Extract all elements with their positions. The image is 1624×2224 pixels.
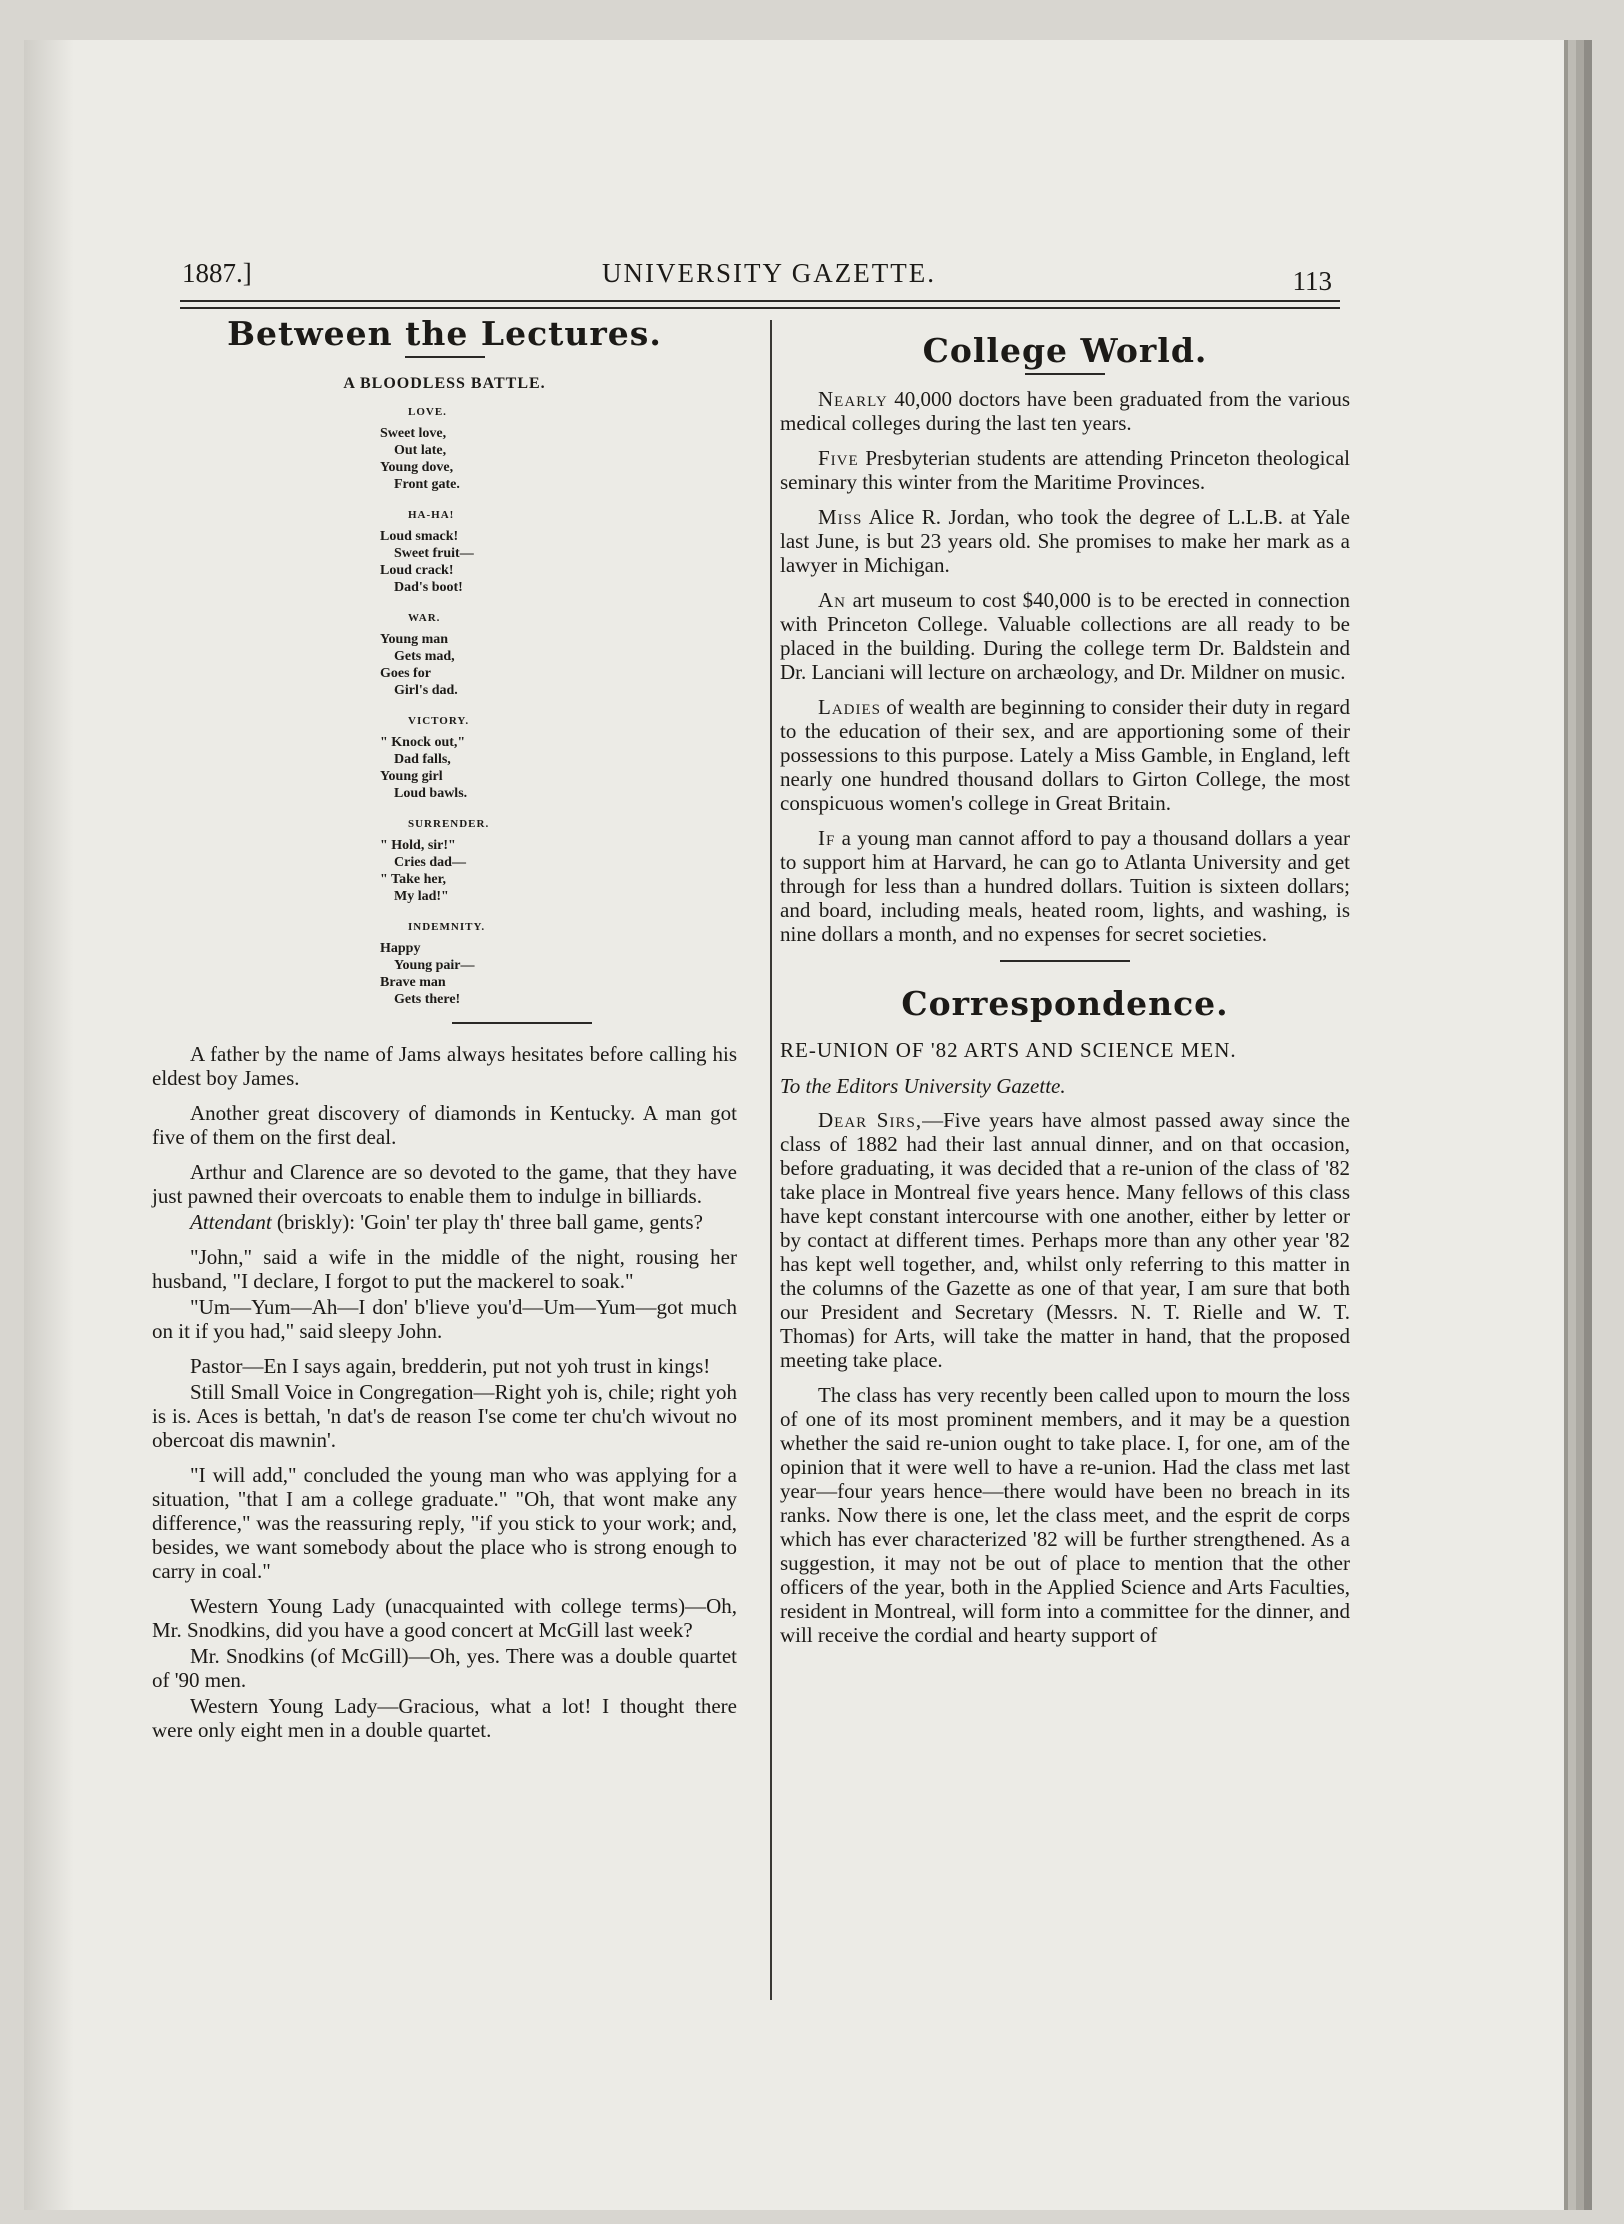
letter-lead: Dear Sirs, bbox=[818, 1108, 923, 1132]
letter-paragraph: The class has very recently been called upon to mourn the loss of one of its most prominent members, and it may be a question whether the said re-union ought to take place. I, for one, am of the opinion that it were well to have a re-union. Had the class met last year—four years hence—there would have been no breach in its ranks. Now there is one, let the class meet, and the esprit de corps which has ever characterized '82 will be further strengthened. As a suggestion, it may not be out of place to mention that the other officers of the year, both in the Applied Science and Arts Faculties, resident in Montreal, will form into a committee for the dinner, and will receive the cordial and hearty support of bbox=[780, 1383, 1350, 1647]
header-title: UNIVERSITY GAZETTE. bbox=[602, 258, 936, 288]
news-text: of wealth are beginning to consider their duty in regard to the education of their sex, and are apportioning some of their possessions to this purpose. Lately a Miss Gamble, in England, left nearly one hundred thousand dollars to Girton College, the most conspicuous women's college in Great Britain. bbox=[780, 695, 1350, 815]
poem-line: Dad falls, bbox=[394, 752, 451, 767]
joke-paragraph: Western Young Lady (unacquainted with college terms)—Oh, Mr. Snodkins, did you have a good concert at McGill last week? bbox=[152, 1594, 737, 1642]
attendant-label: Attendant bbox=[190, 1210, 272, 1234]
news-lead: An bbox=[818, 588, 846, 612]
joke-paragraph: "Um—Yum—Ah—I don' b'lieve you'd—Um—Yum—got much on it if you had," said sleepy John. bbox=[152, 1295, 737, 1343]
page-number: 113 bbox=[1292, 266, 1332, 296]
joke-paragraph: Mr. Snodkins (of McGill)—Oh, yes. There was a double quartet of '90 men. bbox=[152, 1644, 737, 1692]
joke-paragraph: "John," said a wife in the middle of the night, rousing her husband, "I declare, I forgot to put the mackerel to soak." bbox=[152, 1245, 737, 1293]
poem-line: Gets mad, bbox=[394, 649, 455, 664]
poem-end-rule bbox=[452, 1022, 592, 1024]
section-rule bbox=[1000, 960, 1130, 962]
header-double-rule bbox=[180, 300, 1340, 309]
joke-paragraph: A father by the name of Jams always hesitates before calling his eldest boy James. bbox=[152, 1042, 737, 1090]
poem-line: Young man bbox=[380, 632, 449, 647]
poem-title: A BLOODLESS BATTLE. bbox=[343, 375, 546, 392]
news-lead: If bbox=[818, 826, 836, 850]
page-binding-edge bbox=[24, 40, 74, 2210]
poem-line: My lad!" bbox=[394, 889, 449, 904]
poem-line: Girl's dad. bbox=[394, 683, 458, 698]
joke-paragraph: Western Young Lady—Gracious, what a lot! I thought there were only eight men in a double quartet. bbox=[152, 1694, 737, 1742]
poem-stanza bbox=[380, 404, 737, 493]
column-divider bbox=[770, 320, 772, 2000]
stanza-title: WAR. bbox=[408, 612, 441, 624]
letter-subheading: RE-UNION OF '82 ARTS AND SCIENCE MEN. bbox=[780, 1038, 1237, 1062]
news-text: Presbyterian students are attending Princeton theological seminary this winter from the Maritime Provinces. bbox=[780, 446, 1350, 494]
news-text: a young man cannot afford to pay a thousand dollars a year to support him at Harvard, he can go to Atlanta University and get through for less than a hundred dollars. Tuition is sixteen dollars; and board, including meals, heated room, lights, and washing, is nine dollars a month, and no expenses for secret societies. bbox=[780, 826, 1350, 946]
joke-paragraph: Another great discovery of diamonds in Kentucky. A man got five of them on the first deal. bbox=[152, 1101, 737, 1149]
news-item bbox=[780, 387, 1350, 435]
letter-text: —Five years have almost passed away since the class of 1882 had their last annual dinner, and on that occasion, before graduating, it was decided that a re-union of the class of '82 take place in Montreal five years hence. Many fellows of this class have kept constant intercourse with one another, either by letter or by contact at different times. Perhaps more than any other year '82 has kept well together, and, whilst only referring to this matter in the columns of the Gazette as one of that year, I am sure that both our President and Secretary (Messrs. N. T. Rielle and W. T. Thomas) for Arts, will take the matter in hand, that the proposed meeting take place. bbox=[780, 1108, 1350, 1372]
poem-line: Sweet fruit— bbox=[394, 546, 474, 561]
news-item bbox=[780, 588, 1350, 684]
news-text: Alice R. Jordan, who took the degree of L.L.B. at Yale last June, is but 23 years old. She promises to make her mark as a lawyer in Michigan. bbox=[780, 505, 1350, 577]
news-text: art museum to cost $40,000 is to be erected in connection with Princeton College. Valuable collections are all ready to be placed in the building. During the college term Dr. Baldstein and Dr. Lanciani will lecture on archæology, and Dr. Mildner on music. bbox=[780, 588, 1350, 684]
poem-line: Front gate. bbox=[394, 477, 460, 492]
news-lead: Miss bbox=[818, 505, 863, 529]
poem-line: Dad's boot! bbox=[394, 580, 463, 595]
poem-line: " Knock out," bbox=[380, 735, 466, 750]
news-lead: Five bbox=[818, 446, 859, 470]
section-heading-correspondence: Correspondence. bbox=[901, 984, 1229, 1023]
joke-paragraph bbox=[152, 1210, 737, 1234]
poem-line: Gets there! bbox=[394, 992, 461, 1007]
stanza-title: HA-HA! bbox=[408, 509, 455, 521]
poem-stanza bbox=[380, 816, 737, 905]
letter-salutation-line: To the Editors University Gazette. bbox=[780, 1074, 1066, 1098]
left-column bbox=[152, 314, 737, 1753]
news-item bbox=[780, 505, 1350, 577]
joke-paragraph: "I will add," concluded the young man who was applying for a situation, "that I am a college graduate." "Oh, that wont make any difference," was the reassuring reply, "if you stick to your work; and, besides, we want somebody about the place who is strong enough to carry in coal." bbox=[152, 1463, 737, 1583]
poem-line: Sweet love, bbox=[380, 426, 447, 441]
poem-line: Brave man bbox=[380, 975, 446, 990]
poem-line: Out late, bbox=[394, 443, 447, 458]
right-column bbox=[780, 331, 1350, 1658]
heading-rule bbox=[1025, 373, 1105, 375]
poem-line: Cries dad— bbox=[394, 855, 466, 870]
stanza-title: LOVE. bbox=[408, 406, 447, 418]
poem-line: Young pair— bbox=[394, 958, 475, 973]
attendant-text: (briskly): 'Goin' ter play th' three ball game, gents? bbox=[271, 1210, 703, 1234]
news-text: 40,000 doctors have been graduated from the various medical colleges during the last ten years. bbox=[780, 387, 1350, 435]
letter-paragraph bbox=[780, 1108, 1350, 1372]
header-year: 1887.] bbox=[182, 258, 252, 288]
section-heading-college-world: College World. bbox=[922, 331, 1208, 370]
joke-paragraph: Still Small Voice in Congregation—Right yoh is, chile; right yoh is is. Aces is bettah, 'n dat's de reason I'se come ter chu'ch wivout no obercoat dis mawnin'. bbox=[152, 1380, 737, 1452]
stanza-title: VICTORY. bbox=[408, 715, 470, 727]
news-item bbox=[780, 446, 1350, 494]
news-item bbox=[780, 826, 1350, 946]
joke-paragraph: Pastor—En I says again, bredderin, put not yoh trust in kings! bbox=[190, 1354, 711, 1378]
poem-line: Young dove, bbox=[380, 460, 454, 475]
poem-stanza bbox=[380, 610, 737, 699]
poem-line: Young girl bbox=[380, 769, 443, 784]
poem-line: Loud smack! bbox=[380, 529, 459, 544]
poem-line: " Hold, sir!" bbox=[380, 838, 456, 853]
stanza-title: SURRENDER. bbox=[408, 818, 490, 830]
news-lead: Nearly bbox=[818, 387, 888, 411]
poem-line: Loud bawls. bbox=[394, 786, 468, 801]
stanza-title: INDEMNITY. bbox=[408, 921, 486, 933]
section-heading-between-lectures: Between the Lectures. bbox=[227, 314, 662, 353]
poem-stanza bbox=[380, 919, 737, 1008]
news-item bbox=[780, 695, 1350, 815]
news-lead: Ladies bbox=[818, 695, 881, 719]
running-header bbox=[182, 258, 1332, 298]
poem-line: Goes for bbox=[380, 666, 431, 681]
poem-line: Loud crack! bbox=[380, 563, 454, 578]
poem-stanza bbox=[380, 507, 737, 596]
joke-paragraph: Arthur and Clarence are so devoted to the game, that they have just pawned their overcoats to enable them to indulge in billiards. bbox=[152, 1160, 737, 1208]
heading-rule bbox=[405, 356, 485, 358]
poem-line: Happy bbox=[380, 941, 421, 956]
poem-stanza bbox=[380, 713, 737, 802]
poem-line: " Take her, bbox=[380, 872, 447, 887]
